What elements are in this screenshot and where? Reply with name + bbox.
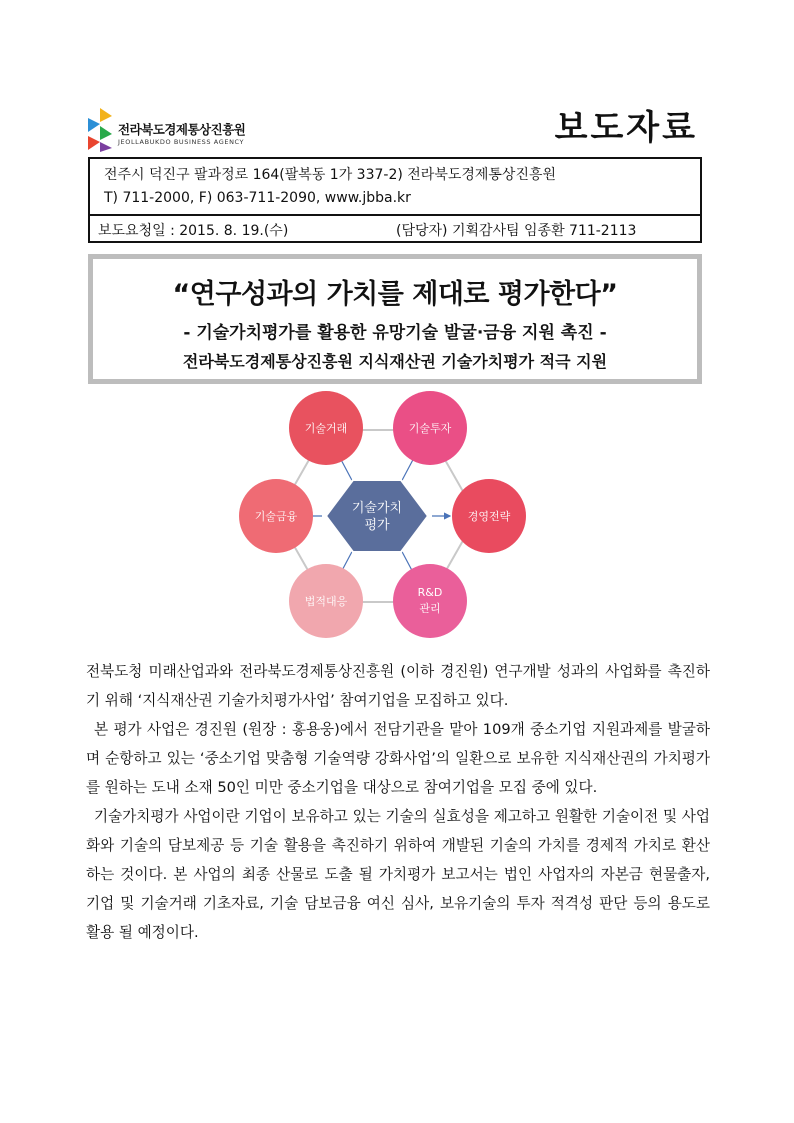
node-management-label: 경영전략 — [467, 510, 511, 523]
center-hexagon — [326, 480, 428, 552]
node-tech-trade-label: 기술거래 — [304, 422, 348, 435]
agency-logo-mark — [86, 108, 114, 152]
headline-subtitle-2: 전라북도경제통상진흥원 지식재산권 기술가치평가 적극 지원 — [182, 352, 608, 371]
agency-contact-numbers: T) 711-2000, F) 063-711-2090, www.jbba.kr — [104, 190, 411, 206]
headline-subtitle: - 기술가치평가를 활용한 유망기술 발굴·금융 지원 촉진 - — [183, 323, 607, 343]
headline-title: “연구성과의 가치를 제대로 평가한다” — [172, 279, 618, 310]
node-rnd-label: R&D — [417, 586, 443, 599]
agency-address: 전주시 덕진구 팔과정로 164(팔복동 1가 337-2) 전라북도경제통상진흥원 — [104, 167, 557, 183]
agency-english-name: JEOLLABUKDO BUSINESS AGENCY — [118, 138, 245, 146]
article-body — [86, 657, 710, 947]
press-info-box — [88, 157, 702, 243]
node-tech-invest-label: 기술투자 — [408, 422, 452, 435]
paragraph: 전북도청 미래산업과와 전라북도경제통상진흥원 (이하 경진원) 연구개발 성과의 사업화를 촉진하기 위해 ‘지식재산권 기술가치평가사업’ 참여기업을 모집하고 있다. — [86, 663, 710, 709]
document-type-title: 보도자료 — [554, 108, 698, 148]
contact-person: (담당자) 기획감사팀 임종환 711-2113 — [396, 223, 637, 239]
node-tech-finance-label: 기술금융 — [254, 510, 298, 523]
agency-logo — [86, 108, 276, 154]
paragraph: 기술가치평가 사업이란 기업이 보유하고 있는 기술의 실효성을 제고하고 원활한 기술이전 및 사업화와 기술의 담보제공 등 기술 활용을 촉진하기 위하여 개발된 기술의 가치를 경제적 가치로 환산하는 것이다. 본 사업의 최종 산물로 도출 될 가치평가 보고서는 법인 사업자의 자본금 현물출자, 기업 및 기술거래 기초자료, 기술 담보금융 여신 심사, 보유기술의 투자 적격성 판단 등의 용도로 활용 될 예정이다. — [86, 808, 710, 941]
node-rnd-label-2: 관리 — [419, 602, 441, 615]
center-label-line2: 평가 — [364, 518, 390, 533]
agency-name: 전라북도경제통상진흥원 — [118, 122, 246, 137]
headline-box — [88, 254, 702, 384]
paragraph: 본 평가 사업은 경진원 (원장 : 홍용웅)에서 전담기관을 맡아 109개 중소기업 지원과제를 발굴하며 순항하고 있는 ‘중소기업 맞춤형 기술역량 강화사업’의 일환으로 보유한 지식재산권의 가치평가를 원하는 도내 소재 50인 미만 중소기업을 대상으로 참여기업을 모집 중에 있다. — [86, 721, 710, 796]
valuation-diagram — [236, 388, 530, 638]
request-date: 보도요청일 : 2015. 8. 19.(수) — [98, 223, 289, 239]
node-legal-label: 법적대응 — [304, 595, 348, 608]
center-label-line1: 기술가치 — [351, 501, 403, 516]
node-rnd — [393, 564, 467, 638]
info-divider — [90, 214, 700, 216]
